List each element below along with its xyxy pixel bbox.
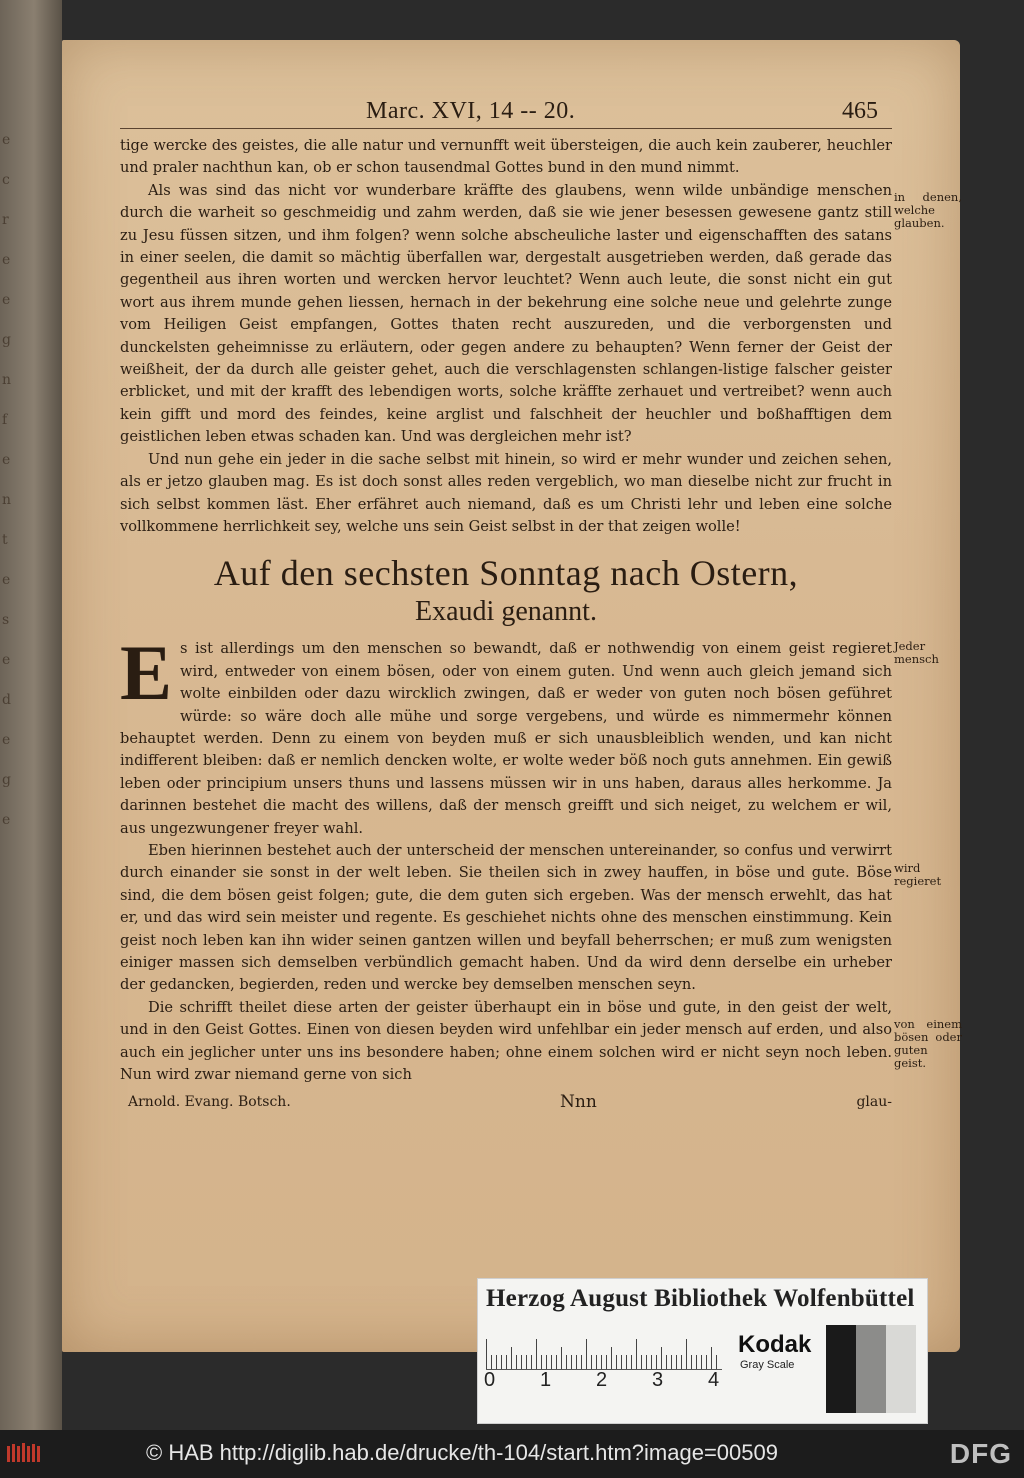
footer-author: Arnold. Evang. Botsch. [128,1094,291,1111]
ruler-tick [486,1339,487,1369]
ruler-tick [626,1355,627,1369]
paragraph: tige wercke des geistes, die alle natur und vernunfft weit übersteigen, die auch kein zauberer, heuchler und praler nachthun kan, ob er schon tausendmal Gottes bund in den mund nimmt. [120,137,892,177]
margin-note: von einem bösen oder guten geist. [894,1017,962,1071]
ruler-tick [676,1355,677,1369]
ruler-tick [601,1355,602,1369]
gray-swatch [886,1325,916,1413]
hab-logo-icon [6,1442,42,1464]
running-head: Marc. XVI, 14 -- 20. [366,98,576,124]
ruler-number: 1 [540,1369,552,1391]
ruler-tick [656,1355,657,1369]
ruler-tick [691,1355,692,1369]
gray-scale-label: Gray Scale [740,1359,795,1371]
ruler-number: 4 [708,1369,720,1391]
ruler-tick [621,1355,622,1369]
page-number: 465 [842,98,878,124]
ruler-tick [586,1339,587,1369]
page-header [120,92,892,126]
ruler-tick [611,1347,612,1369]
ruler-tick [551,1355,552,1369]
ruler-tick [491,1355,492,1369]
ruler-tick [581,1355,582,1369]
ruler-tick [671,1355,672,1369]
dfg-logo: DFG [949,1438,1012,1469]
color-target [477,1278,928,1424]
ruler-tick [556,1355,557,1369]
ruler-tick [501,1355,502,1369]
gray-swatches [826,1325,916,1413]
ruler-tick [571,1355,572,1369]
paragraph: Als was sind das nicht vor wunderbare kräffte des glaubens, wenn wilde unbändige menschen durch die warheit so geschmeidig und zahm werden, daß sie wie jener besessen gewesene gantz still zu Jesu füssen sitzen, und ihm folgen? wenn solche abscheuliche laster und eigenschafften des satans in einer seelen, die damit so mächtig überfallen war, dergestalt ausgetrieben werden, daß gerade das gegentheil aus ihren worten und wercken hervor leuchtet? Wenn auch leute, die sonst nicht ein gut wort aus ihrem munde gehen liessen, hernach in der bekehrung eine solche neue und gelehrte zunge vom Heiligen Geist empfangen, Gottes thaten recht auszureden, und die verborgensten und dunckelsten geheimnisse zu erläutern, oder gegen andere zu behaupten? Wenn ferner der Geist der weißheit, der da durch alle geister gehet, auch die verschlagensten schlangen-listige falscher geister erblicket, und mit der krafft des lebendigen worts, solche kräffte zerhauet und vertreibet? wenn auch kein gifft und mord des feindes, keine arglist und falschheit der heuchler und boßhafftigen dem geistlichen leben etwas schaden kan. Und was dergleichen mehr ist? [120,181,892,446]
ruler-tick [566,1355,567,1369]
ruler-tick [646,1355,647,1369]
gray-swatch [856,1325,886,1413]
margin-note: wird regieret [894,861,942,889]
ruler-tick [536,1339,537,1369]
ruler-tick [636,1339,637,1369]
ruler-tick [541,1355,542,1369]
section-subheading: Exaudi genannt. [415,596,597,628]
ruler-tick [596,1355,597,1369]
margin-note-top: in denen, welche glauben. [894,190,962,230]
signature-mark: Nnn [560,1092,597,1113]
ruler-tick [576,1355,577,1369]
ruler-number: 0 [484,1369,496,1391]
gray-swatch [826,1325,856,1413]
ruler-tick [641,1355,642,1369]
ruler-tick [616,1355,617,1369]
ruler-number: 3 [652,1369,664,1391]
section-heading: Auf den sechsten Sonntag nach Ostern, [213,553,799,594]
ruler-tick [511,1347,512,1369]
catchword: glau- [856,1094,892,1111]
bottom-text [120,629,962,1086]
scale-ruler [486,1331,722,1370]
ruler-tick [706,1355,707,1369]
copyright-link[interactable]: © HAB http://diglib.hab.de/drucke/th-104/start.htm?image=00509 [146,1440,778,1465]
paragraph: Und nun gehe ein jeder in die sache selbst mit hinein, so wird er mehr wunder und zeichen sehen, als er jetzo glauben mag. Es ist doch sonst alles reden vergeblich, wo man dieselbe nicht zur frucht in sich selbst kommen läst. Eher erfähret auch niemand, daß es um Christi lehr und leben eine solche vollkommene herrlichkeit sey, welche uns sein Geist selbst in der that zeigen wolle! [120,450,892,535]
header-rule [120,128,892,129]
ruler-tick [496,1355,497,1369]
edge-glyphs: e c r e e g n f e n t e s e d e g e [2,132,12,828]
kodak-logo: Kodak [738,1331,812,1358]
ruler-tick [681,1355,682,1369]
ruler-tick [516,1355,517,1369]
ruler-tick [561,1347,562,1369]
ruler-tick [696,1355,697,1369]
book-page [62,40,960,1352]
ruler-tick [711,1347,712,1369]
ruler-tick [526,1355,527,1369]
paragraph: s ist allerdings um den menschen so bewandt, daß er nothwendig von einem geist regieret wird, entweder von einem bösen, oder von einem guten. Und wenn auch gleich jemand sich wolte einbilden oder dazu wircklich zwingen, daß er weder von guten noch bösen geführet würde: so wäre doch alle mühe und sorge vergebens, und würde es nimmermehr können behauptet werden. Denn zu einem von beyden muß er sich unausbleiblich wenden, und kan nicht indifferent bleiben: daß er nemlich dencken wolte, er wolte weder böß noch guts annehmen. Ein gewiß leben oder principium unsers thuns und lassens müssen wir in uns haben, daraus alles herkomme. Ja darinnen bestehet die macht des willens, daß der mensch greifft und sich neiget, zu welchem er wil, aus ungezwungener freyer wahl. [120,640,892,837]
ruler-tick [531,1355,532,1369]
library-name: Herzog August Bibliothek Wolfenbüttel [486,1285,915,1312]
bottom-bar [0,1430,1024,1478]
ruler-tick [591,1355,592,1369]
ruler-tick [546,1355,547,1369]
drop-cap: E [120,629,173,717]
ruler-tick [631,1355,632,1369]
paragraph: Eben hierinnen bestehet auch der unterscheid der menschen untereinander, so confus und verwirrt durch einander sie sonst in der welt leben. Sie theilen sich in zwey hauffen, in böse und gute. Böse sind, die dem bösen geist folgen; gute, die dem guten sich ergeben. Was der mensch erwehlt, das hat er, und das wird sein meister und regente. Es geschiehet nichts ohne des menschen einstimmung. Kein geist noch leben kan ihn wider seinen gantzen willen und beyfall beherrschen; er muß zum wenigsten einiger massen sich demselben verbündlich gemacht haben. Und da wird denn derselbe ein urheber der gedancken, begierden, reden und wercke bey demselben menschen seyn. [120,841,892,994]
paragraph: Die schrifft theilet diese arten der geister überhaupt ein in böse und gute, in den geist der welt, und in den Geist Gottes. Einen von diesen beyden wird unfehlbar ein jeder mensch auf erden, und also auch ein jeglicher unter uns ins besondere haben; ohne einem solchen wird er nicht seyn noch leben. Nun wird zwar niemand gerne von sich [120,998,892,1084]
page-content [120,92,962,1116]
top-text [120,135,962,538]
page-footer [120,1090,892,1116]
ruler-tick [686,1339,687,1369]
ruler-tick [661,1347,662,1369]
ruler-tick [716,1355,717,1369]
ruler-tick [701,1355,702,1369]
ruler-tick [606,1355,607,1369]
previous-page-edge [0,0,62,1430]
margin-note: Jeder mensch [894,639,939,667]
ruler-tick [521,1355,522,1369]
ruler-number: 2 [596,1369,608,1391]
ruler-tick [666,1355,667,1369]
ruler-tick [506,1355,507,1369]
ruler-tick [651,1355,652,1369]
